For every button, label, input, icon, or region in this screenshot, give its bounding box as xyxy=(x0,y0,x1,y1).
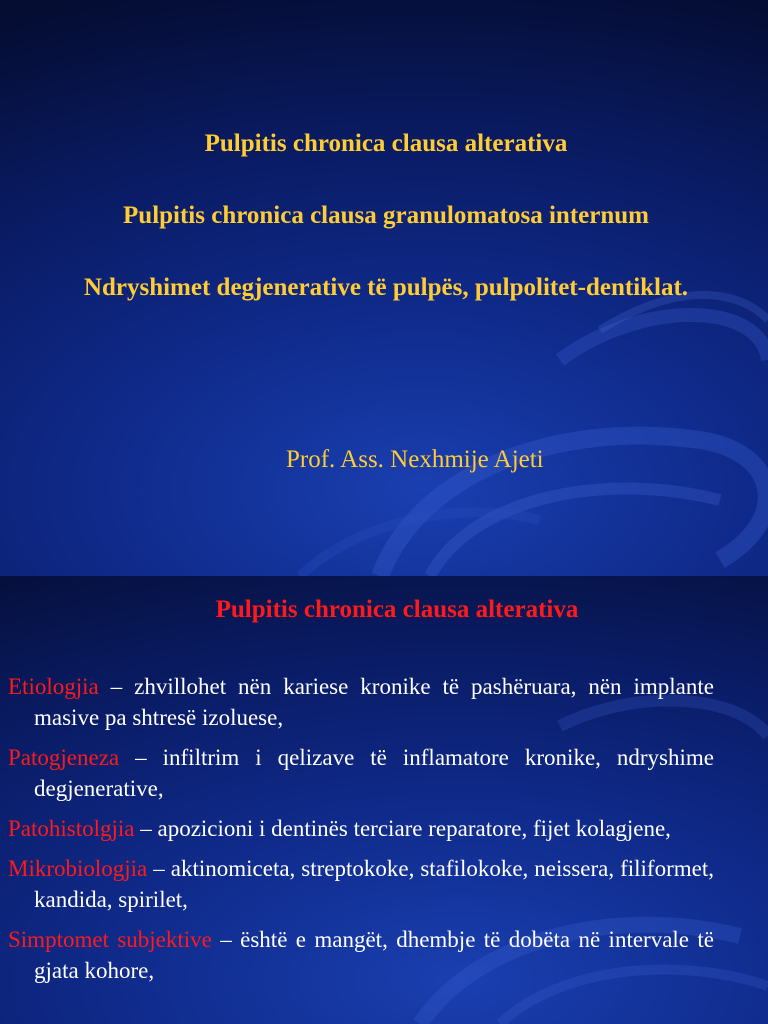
list-item xyxy=(8,742,714,804)
list-item xyxy=(8,853,714,915)
list-item xyxy=(8,671,714,733)
item-text: – është e mangët, dhembje të dobëta në intervale të gjata kohore, xyxy=(34,927,714,983)
author-name: Prof. Ass. Nexhmije Ajeti xyxy=(286,446,544,473)
item-text: – infiltrim i qelizave të inflamatore kronike, ndryshime degjenerative, xyxy=(34,745,714,801)
item-term: Patohistolgjia xyxy=(8,816,135,841)
list-item xyxy=(8,924,714,986)
slide-1-title-2: Pulpitis chronica clausa granulomatosa internum xyxy=(123,202,649,229)
item-text: – aktinomiceta, streptokoke, stafilokoke, neissera, filiformet, kandida, spirilet, xyxy=(34,856,714,912)
item-text: – apozicioni i dentinës terciare reparatore, fijet kolagjene, xyxy=(134,816,671,841)
slide-2 xyxy=(0,576,768,1024)
item-term: Etiologjia xyxy=(8,674,99,699)
slide-2-title: Pulpitis chronica clausa alterativa xyxy=(215,596,579,623)
content-list xyxy=(8,671,714,995)
slide-1-title-block xyxy=(40,126,732,342)
slide-1-title-1: Pulpitis chronica clausa alterativa xyxy=(204,130,568,157)
item-term: Simptomet subjektive xyxy=(8,927,212,952)
slide-1-title-3: Ndryshimet degjenerative të pulpës, pulpolitet-dentiklat. xyxy=(83,274,689,301)
item-term: Patogjeneza xyxy=(8,745,120,770)
item-term: Mikrobiologjia xyxy=(8,856,148,881)
item-text: – zhvillohet nën kariese kronike të pashëruara, nën implante masive pa shtresë izoluese, xyxy=(34,674,714,730)
list-item xyxy=(8,813,714,844)
